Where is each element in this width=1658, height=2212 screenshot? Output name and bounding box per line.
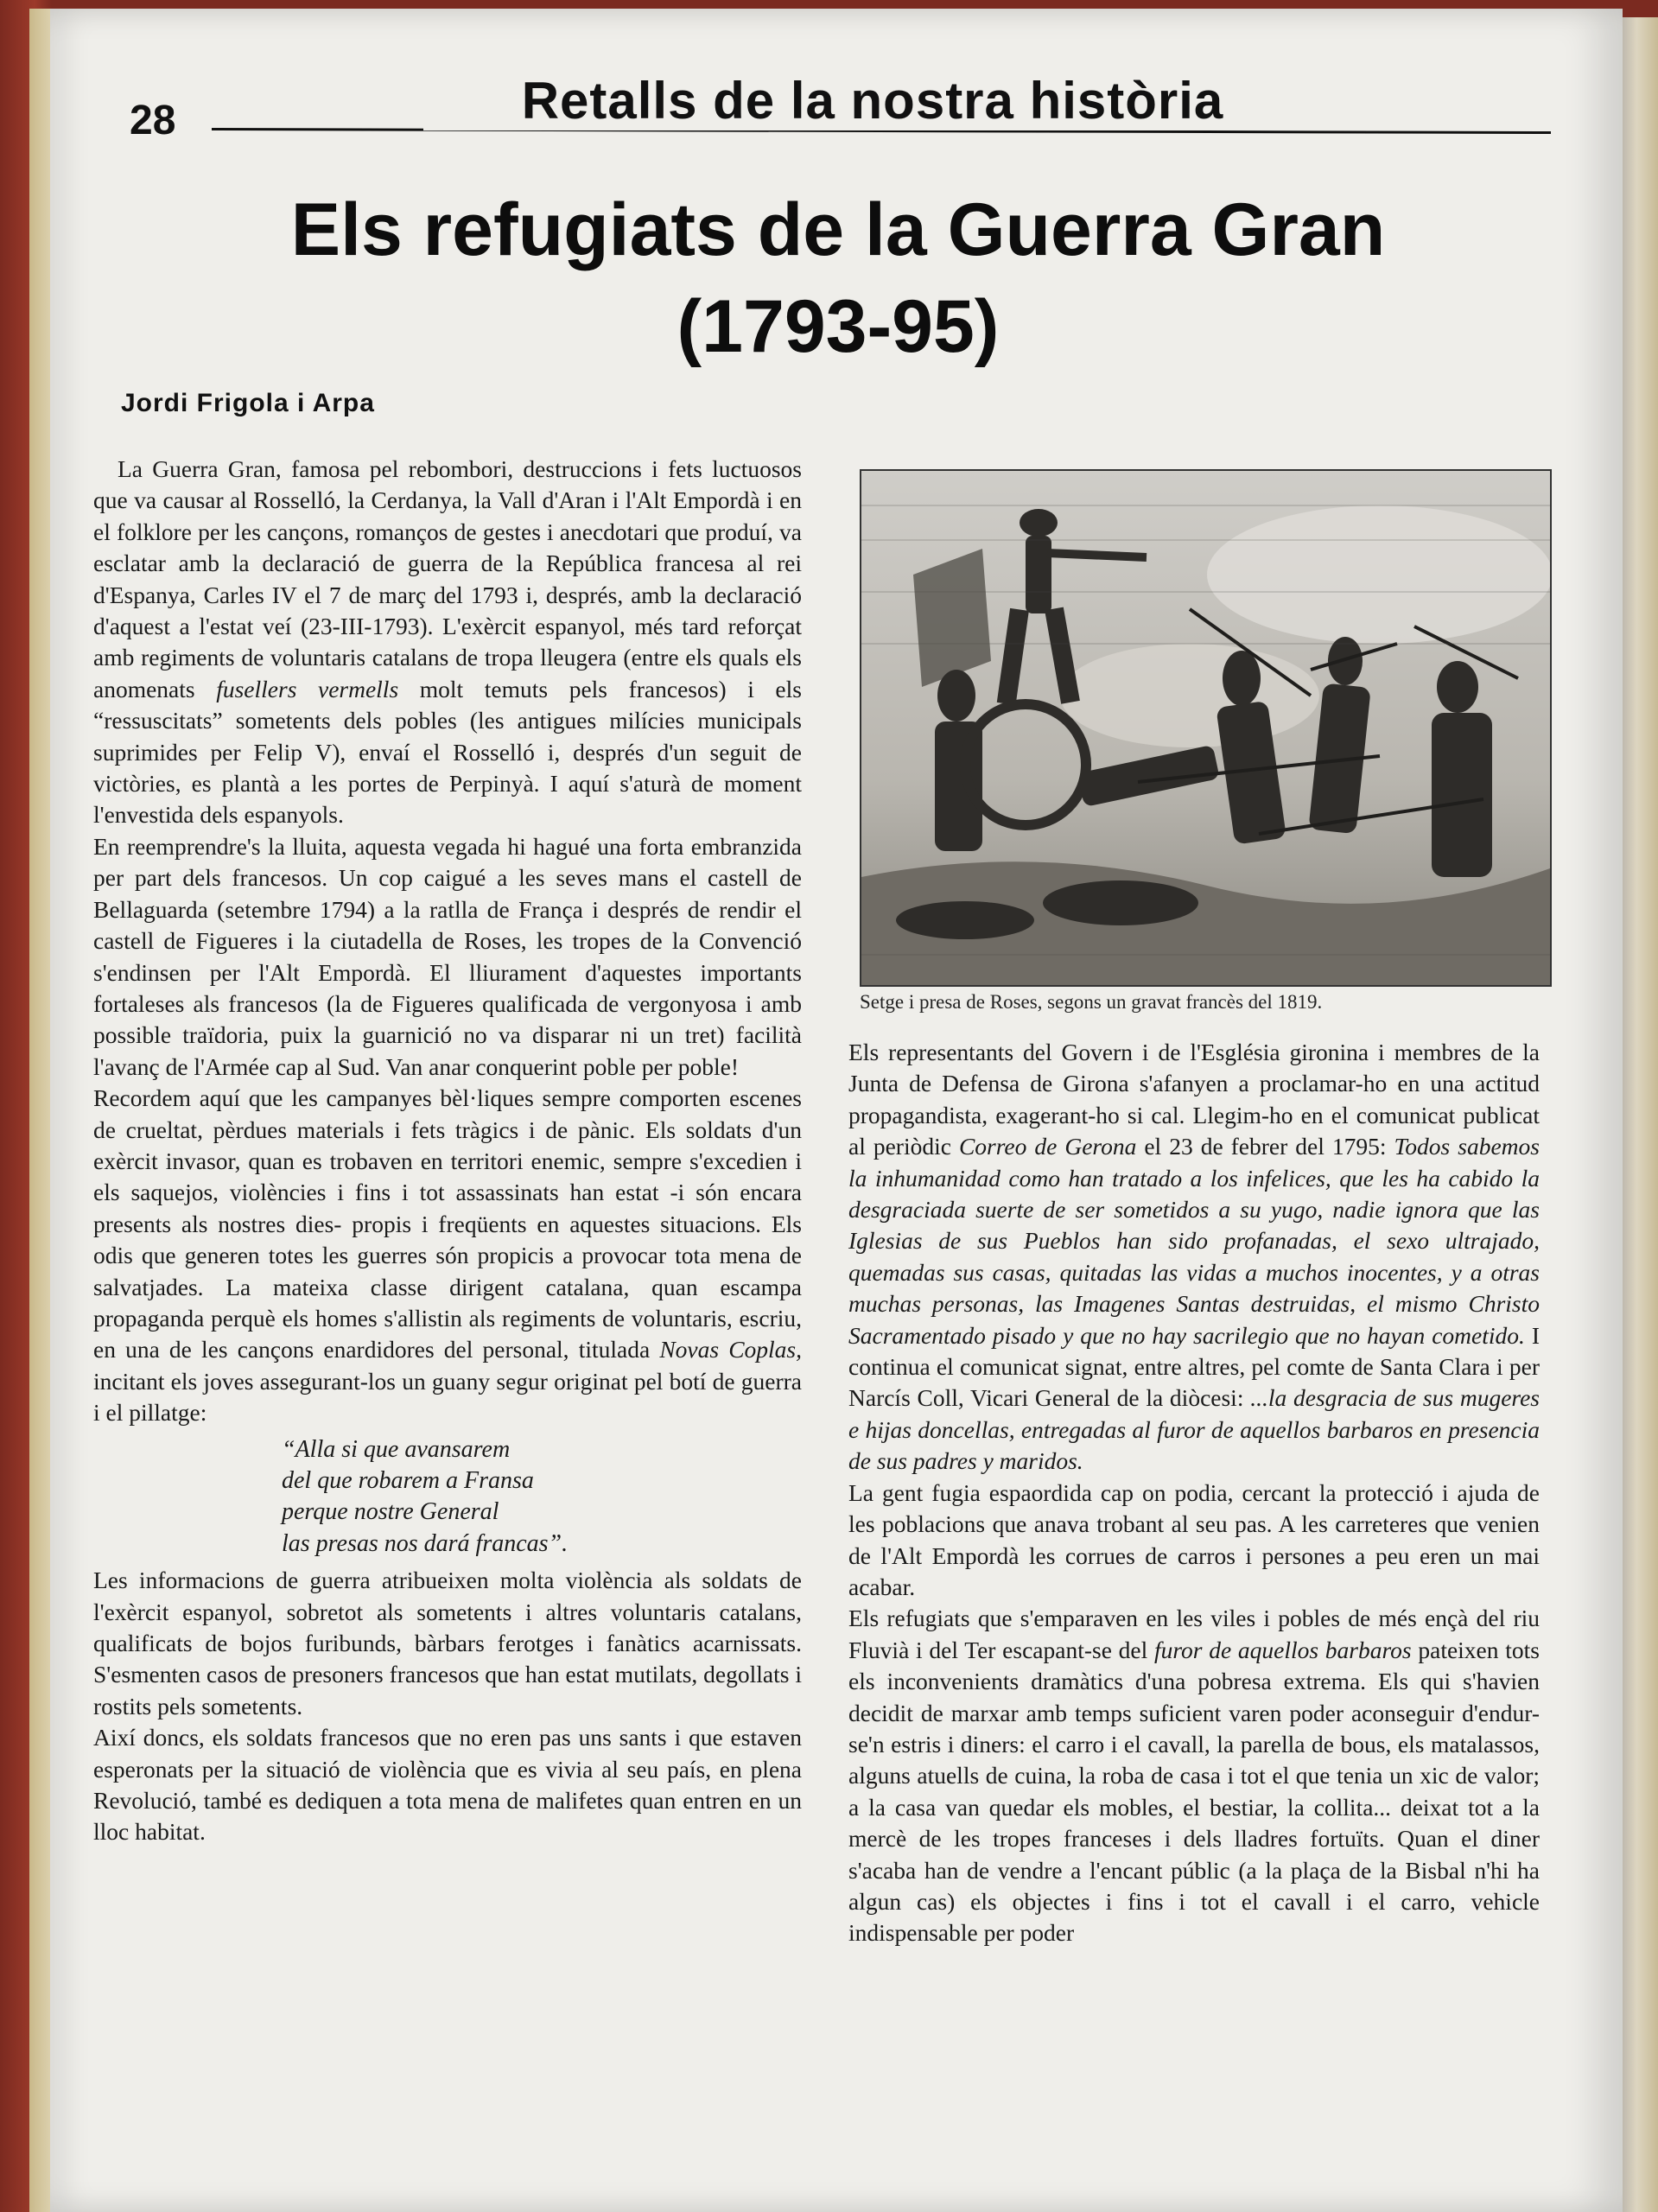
page-edge	[1623, 17, 1658, 2212]
page-number: 28	[130, 98, 176, 143]
right-column	[848, 1037, 1540, 1949]
article-title-line2: (1793-95)	[677, 285, 1000, 368]
battle-engraving-image	[861, 471, 1550, 985]
paragraph: Els representants del Govern i de l'Església gironina i membres de la Junta de Defensa de Girona s'afanyen a proclamar-ho en una actitud propagandista, exagerant-ho si cal. Llegim-ho en el comunicat publicat al periòdic Correo de Gerona el 23 de febrer del 1795: Todos sabemos la inhumanidad como han tratado a los infelices, que les ha cabido la desgraciada suerte de ser sometidos a su yugo, nadie ignora que las Iglesias de sus Pueblos han sido profanadas, el sexo ultrajado, quemadas sus casas, quitadas las vidas a muchos inocentes, y a otras muchas personas, las Imagenes Santas destruidas, el mismo Christo Sacramentado pisado y que no hay sacrilegio que no hayan cometido. I continua el comunicat signat, entre altres, pel comte de Santa Clara i per Narcís Coll, Vicari General de la diòcesi: ...la desgracia de sus mugeres e hijas doncellas, entregadas al furor de aquellos barbaros en presencia de sus padres y maridos.	[848, 1039, 1540, 1475]
poem-line: “Alla si que avansarem	[282, 1435, 511, 1463]
paragraph: Les informacions de guerra atribueixen molta violència als soldats de l'exèrcit espanyol, sobretot als sometents i altres voluntaris catalans, qualificats de bojos furibunds, bàrbars ferotges i fanàtics acarnissats. S'esmenten casos de presoners francesos que han estat mutilats, degollats i rostits pels sometents.	[93, 1567, 802, 1719]
engraving-illustration	[860, 469, 1552, 987]
paragraph: La gent fugia espaordida cap on podia, cercant la protecció i ajuda de les poblacions que anava trobant al seu pas. A les carreteres que venien de l'Alt Empordà les corrues de carros i persones a peu eren un mai acabar.	[848, 1478, 1540, 1600]
paragraph: En reemprendre's la lluita, aquesta vegada hi hagué una forta embranzida per part dels francesos. Un cop caigué a les seves mans el castell de Bellaguarda (setembre 1794) a la ratlla de França i després de rendir el castell de Figueres i la ciutadella de Roses, les tropes de la Convenció s'endinsen per l'Alt Empordà. El lliurament d'aquestes importants fortaleses als francesos (la de Figueres qualificada de vergonyosa i amb possible traïdoria, puix la guarnició no va disparar ni un tret) facilità l'avanç de l'Armée cap al Sud. Van anar conquerint poble per poble!	[93, 832, 802, 1080]
figure-caption: Setge i presa de Roses, segons un gravat francès del 1819.	[860, 991, 1323, 1013]
article-title	[130, 181, 1547, 375]
poem-quote	[282, 1434, 802, 1560]
paragraph: Recordem aquí que les campanyes bèl·liques sempre comporten escenes de crueltat, pèrdues materials i fets tràgics i de pànic. Els soldats d'un exèrcit invasor, quan es trobaven en territori enemic, sempre s'excedien i els saquejos, violències i fins i tot assassinats han estat -i són encara presents als nostres dies- propis i freqüents en aquestes situacions. Els odis que generen totes les guerres són propicis a provocar tota mena de salvatjades. La mateixa classe dirigent catalana, quan escampa propaganda perquè els homes s'allistin als regiments de voluntaris, escriu, en una de les cançons enardidores del personal, titulada Novas Coplas, incitant els joves assegurant-los un guany segur originat pel botí de guerra i el pillatge:	[93, 1084, 803, 1427]
article-author: Jordi Frigola i Arpa	[121, 389, 375, 417]
section-title: Retalls de la nostra història	[423, 71, 1322, 130]
paragraph: Així doncs, els soldats francesos que no eren pas uns sants i que estaven esperonats per la situació de violència que es vivia al seu país, en plena Revolució, també es dediquen a tota mena de malifetes quan entren en un lloc habitat.	[93, 1724, 802, 1846]
left-column	[93, 454, 802, 1848]
poem-line: las presas nos dará francas”.	[282, 1529, 569, 1557]
poem-line: del que robarem a Fransa	[282, 1467, 534, 1494]
paragraph: Els refugiats que s'emparaven en les viles i pobles de més ençà del riu Fluvià i del Ter escapant-se del furor de aquellos barbaros pateixen tots els inconvenients dramàtics d'una pobresa extrema. Els qui s'havien decidit de marxar amb temps suficient varen poder aconseguir d'endur-se'n estris i diners: el carro i el cavall, la parella de bous, els matalassos, alguns atuells de cuina, la roba de casa i tot el que tenia un xic de valor; a la casa van quedar els mobles, el bestiar, la collita... deixat tot a la mercè de les tropes franceses i dels lladres fortuïts. Quan el diner s'acaba han de vendre a l'encant públic (a la plaça de la Bisbal n'hi ha algun cas) els objectes i fins i tot el cavall i el carro, vehicle indispensable per poder	[848, 1605, 1540, 1947]
paragraph: La Guerra Gran, famosa pel rebombori, destruccions i fets luctuosos que va causar al Rosselló, la Cerdanya, la Vall d'Aran i l'Alt Empordà i en el folklore per les cançons, romanços de gestes i anecdotari que produí, va esclatar amb la declaració de guerra de la República francesa al rei d'Espanya, Carles IV el 7 de març del 1793 i, després, amb la declaració d'aquest a l'estat veí (23-III-1793). L'exèrcit espanyol, més tard reforçat amb regiments de voluntaris catalans de tropa lleugera (entre els quals els anomenats fusellers vermells molt temuts pels francesos) i els “ressuscitats” sometents dels pobles (les antigues milícies municipals suprimides per Felip V), envaí el Rosselló i, després d'un seguit de victòries, es plantà a les portes de Perpinyà. I aquí s'aturà de moment l'envestida dels espanyols.	[93, 455, 802, 829]
article-title-line1: Els refugiats de la Guerra Gran	[290, 188, 1386, 271]
poem-line: perque nostre General	[282, 1498, 499, 1526]
